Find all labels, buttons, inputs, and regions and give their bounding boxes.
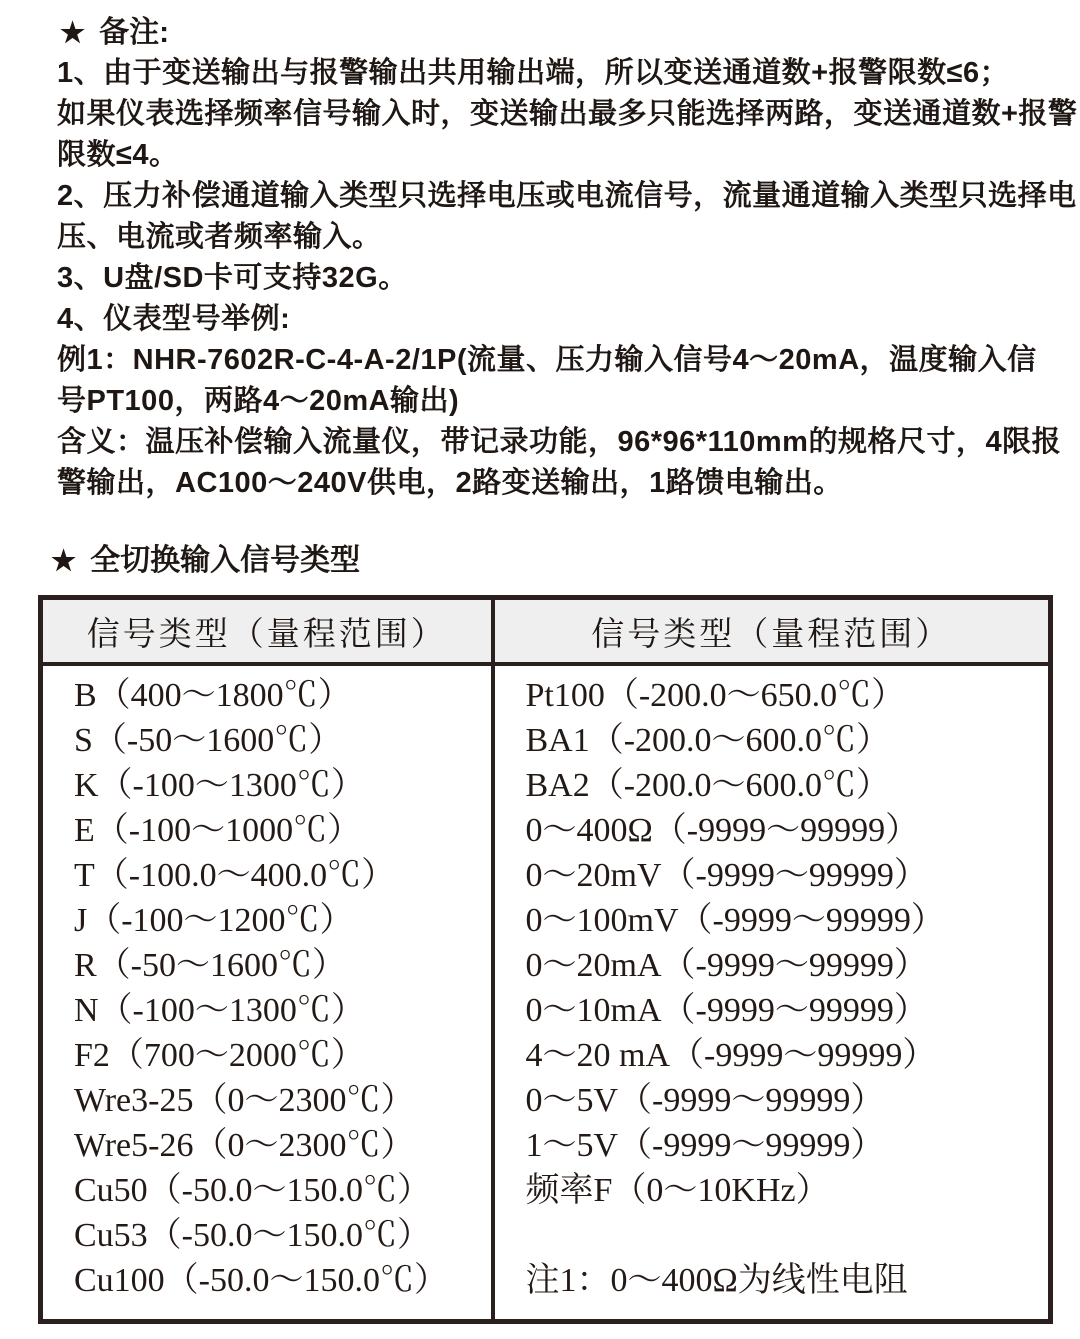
table-row — [41, 664, 1051, 718]
signal-cell-left: Wre3-25（0～2300℃） — [74, 1082, 415, 1119]
remark-line: 2、压力补偿通道输入类型只选择电压或电流信号，流量通道输入类型只选择电 — [57, 180, 1077, 212]
signal-cell-right: 0～20mA（-9999～99999） — [493, 943, 1051, 988]
star-icon: ★ — [60, 17, 86, 48]
signal-cell-right: 0～5V（-9999～99999） — [493, 1078, 1051, 1123]
signal-cell-right: 注1：0～400Ω为线性电阻 — [493, 1258, 1051, 1322]
table-row — [41, 1168, 1051, 1213]
remark-line: 限数≤4。 — [57, 139, 179, 171]
signal-cell-right — [493, 1213, 1051, 1258]
table-row — [41, 988, 1051, 1033]
signal-cell-left: J（-100～1200℃） — [74, 902, 354, 939]
table-row — [41, 898, 1051, 943]
table-row — [41, 808, 1051, 853]
table-row — [41, 763, 1051, 808]
signal-cell-left: E（-100～1000℃） — [74, 812, 362, 849]
table-row — [41, 1078, 1051, 1123]
signal-cell-right: 0～100mV（-9999～99999） — [493, 898, 1051, 943]
signal-cell-right: BA1（-200.0～600.0℃） — [493, 718, 1051, 763]
signal-cell-left: Cu53（-50.0～150.0℃） — [74, 1217, 431, 1254]
remarks-heading-label: 备注: — [99, 16, 170, 49]
signal-cell-left: K（-100～1300℃） — [74, 767, 365, 804]
table-row — [41, 853, 1051, 898]
table-row — [41, 1123, 1051, 1168]
signal-cell-left: Cu100（-50.0～150.0℃） — [74, 1262, 448, 1299]
remark-line: 例1：NHR-7602R-C-4-A-2/1P(流量、压力输入信号4～20mA，温度输入信 — [57, 344, 1037, 376]
signal-types-heading — [51, 540, 1060, 581]
star-icon: ★ — [51, 545, 77, 576]
signal-cell-right: Pt100（-200.0～650.0℃） — [493, 664, 1051, 718]
signal-cell-right: 4～20 mA（-9999～99999） — [493, 1033, 1051, 1078]
signal-cell-left: F2（700～2000℃） — [74, 1037, 365, 1074]
signal-cell-left: Wre5-26（0～2300℃） — [74, 1127, 415, 1164]
remark-line: 4、仪表型号举例: — [57, 303, 291, 335]
signal-types-table — [38, 595, 1053, 1324]
table-row — [41, 1033, 1051, 1078]
signal-cell-left: Cu50（-50.0～150.0℃） — [74, 1172, 431, 1209]
remark-line: 含义：温压补偿输入流量仪，带记录功能，96*96*110mm的规格尺寸，4限报 — [57, 426, 1062, 458]
signal-cell-right: 0～10mA（-9999～99999） — [493, 988, 1051, 1033]
signal-cell-left: N（-100～1300℃） — [74, 992, 365, 1029]
remark-line: 号PT100，两路4～20mA输出) — [57, 385, 460, 417]
signal-cell-right: BA2（-200.0～600.0℃） — [493, 763, 1051, 808]
remark-line: 如果仪表选择频率信号输入时，变送输出最多只能选择两路，变送通道数+报警 — [57, 98, 1078, 130]
remarks-heading — [60, 12, 1060, 53]
table-row — [41, 718, 1051, 763]
signal-cell-left: S（-50～1600℃） — [74, 722, 343, 759]
remark-line: 1、由于变送输出与报警输出共用输出端，所以变送通道数+报警限数≤6； — [57, 57, 1010, 89]
signal-cell-left: R（-50～1600℃） — [74, 947, 346, 984]
signal-cell-right: 0～20mV（-9999～99999） — [493, 853, 1051, 898]
table-header-right: 信号类型（量程范围） — [493, 598, 1051, 665]
table-header-left: 信号类型（量程范围） — [41, 598, 493, 665]
remark-line: 3、U盘/SD卡可支持32G。 — [57, 262, 408, 294]
signal-cell-right: 0～400Ω（-9999～99999） — [493, 808, 1051, 853]
table-row — [41, 1258, 1051, 1322]
signal-cell-left: T（-100.0～400.0℃） — [74, 857, 396, 894]
signal-cell-left: B（400～1800℃） — [74, 677, 352, 714]
table-header-row — [41, 598, 1051, 665]
signal-cell-right: 1～5V（-9999～99999） — [493, 1123, 1051, 1168]
signal-cell-right: 频率F（0～10KHz） — [493, 1168, 1051, 1213]
table-row — [41, 943, 1051, 988]
table-row — [41, 1213, 1051, 1258]
remark-line: 压、电流或者频率输入。 — [57, 221, 382, 253]
signal-types-heading-label: 全切换输入信号类型 — [90, 544, 361, 577]
remark-line: 警输出，AC100～240V供电，2路变送输出，1路馈电输出。 — [57, 467, 843, 499]
